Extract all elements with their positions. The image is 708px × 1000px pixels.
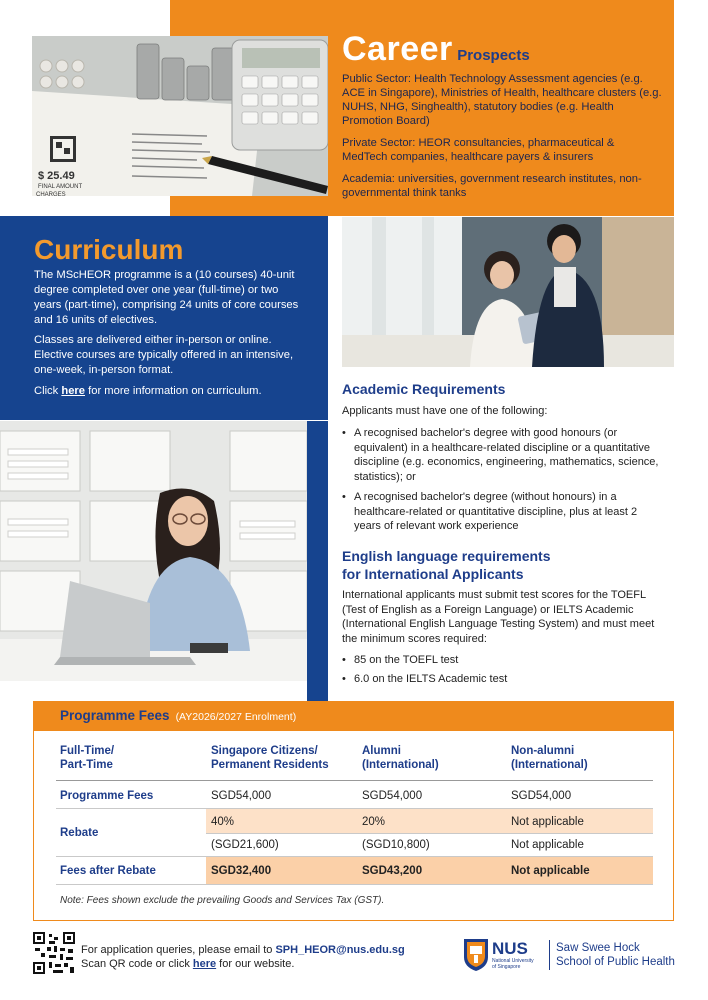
career-academia: Academia: universities, government research institutes, non-governmental think tanks xyxy=(342,173,642,199)
footer-line2-post: for our website. xyxy=(216,958,295,970)
fees-header-col3 xyxy=(511,744,588,772)
footer-website-link[interactable]: here xyxy=(192,958,217,970)
school-name-line2: School of Public Health xyxy=(556,956,675,968)
academic-bullet-1-text: A recognised bachelor's degree with good honours (or equivalent) in a healthcare-related discipline or a quantitative discipline (e.g. economics, engineering, mathematics, science, statistics); or xyxy=(354,427,659,483)
header-text: Permanent Residents xyxy=(211,759,329,771)
fees-title xyxy=(60,708,296,723)
header-text: Full-Time/ xyxy=(60,745,115,757)
footer-line1-text: For application queries, please email to xyxy=(81,944,276,956)
row-fees-after-label: Fees after Rebate xyxy=(60,865,156,877)
divider xyxy=(56,884,653,885)
career-private-sector: Private Sector: HEOR consultancies, pharmaceutical & MedTech companies, healthcare payers & insurers xyxy=(342,137,615,163)
fees-subtitle: (AY2026/2027 Enrolment) xyxy=(175,711,297,723)
header-text: Singapore Citizens/ xyxy=(211,745,318,757)
curriculum-p3-pre: Click xyxy=(34,385,62,397)
academic-bullet-1 xyxy=(342,426,662,484)
rebate-highlight xyxy=(206,809,653,833)
curriculum-link[interactable]: here xyxy=(61,385,85,397)
nus-full-l2: of Singapore xyxy=(492,964,521,970)
curriculum-paragraph-2: Classes are delivered either in-person or online. Elective courses are typically offered in an intensive, one-week, in-person format. xyxy=(34,334,294,376)
academic-intro: Applicants must have one of the following: xyxy=(342,405,548,417)
rebate-amt-sc-pr: (SGD21,600) xyxy=(211,839,279,851)
fees-title-text: Programme Fees xyxy=(60,708,170,723)
receipt-amount: $ 25.49 xyxy=(38,170,75,182)
header-text: Part-Time xyxy=(60,759,113,771)
rebate-pct-non-alumni: Not applicable xyxy=(511,816,584,828)
english-bullet-2 xyxy=(342,672,662,687)
header-text: (International) xyxy=(362,759,439,771)
career-title-big: Career xyxy=(342,30,453,68)
english-bullet-2-text: 6.0 on the IELTS Academic test xyxy=(354,673,508,685)
fees-header-col2 xyxy=(362,744,439,772)
english-title xyxy=(342,547,551,583)
nus-logo xyxy=(462,937,544,976)
curriculum-paragraph-1: The MScHEOR programme is a (10 courses) 40-unit degree completed over one year (full-time) or two years (part-time), comprising 24 units of core courses and 16 units of electives. xyxy=(34,269,299,326)
bullet-dot: • xyxy=(342,491,346,503)
english-title-line2: for International Applicants xyxy=(342,566,524,582)
career-title xyxy=(342,30,530,69)
nus-short: NUS xyxy=(492,939,528,958)
fees-after-sc-pr: SGD32,400 xyxy=(211,865,272,877)
fees-after-non-alumni: Not applicable xyxy=(511,865,590,877)
career-title-small: Prospects xyxy=(457,47,530,64)
row-programme-fees-label: Programme Fees xyxy=(60,790,154,802)
fees-header-col1 xyxy=(211,744,329,772)
footer-line2-text: Scan QR code or click xyxy=(81,958,193,970)
footer-email-line xyxy=(81,944,405,956)
programme-fees-sc-pr: SGD54,000 xyxy=(211,790,272,802)
bullet-dot: • xyxy=(342,673,346,685)
english-bullet-1 xyxy=(342,653,662,668)
programme-fees-non-alumni: SGD54,000 xyxy=(511,790,572,802)
curriculum-paragraph-3 xyxy=(34,384,306,399)
fees-after-alumni: SGD43,200 xyxy=(362,865,423,877)
school-name-line1: Saw Swee Hock xyxy=(556,942,640,954)
programme-fees-alumni: SGD54,000 xyxy=(362,790,423,802)
footer-email-link[interactable]: SPH_HEOR@nus.edu.sg xyxy=(275,944,405,956)
bullet-dot: • xyxy=(342,654,346,666)
curriculum-title: Curriculum xyxy=(34,234,184,265)
fees-note: Note: Fees shown exclude the prevailing Goods and Services Tax (GST). xyxy=(60,895,385,906)
receipt-charges: CHARGES xyxy=(36,192,66,196)
qr-code[interactable] xyxy=(33,932,75,974)
divider xyxy=(56,780,653,781)
nus-full-l1: National University xyxy=(492,958,534,964)
footer-website-line xyxy=(81,958,294,970)
school-name xyxy=(556,941,675,969)
woman-laptop-photo xyxy=(0,421,307,681)
curriculum-p3-post: for more information on curriculum. xyxy=(85,385,262,397)
career-public-sector: Public Sector: Health Technology Assessment agencies (e.g. ACE in Singapore), Ministries of Health, healthcare clusters (e.g. NUHS, NHG, Singhealth), statutory bodies (e.g. Health Promotion Board) xyxy=(342,73,662,127)
english-bullet-1-text: 85 on the TOEFL test xyxy=(354,654,459,666)
academic-bullet-2 xyxy=(342,490,662,534)
rebate-pct-alumni: 20% xyxy=(362,816,386,828)
header-text: (International) xyxy=(511,759,588,771)
header-text: Alumni xyxy=(362,745,401,757)
rebate-amt-non-alumni: Not applicable xyxy=(511,839,584,851)
students-photo xyxy=(342,217,674,367)
fees-header-col0 xyxy=(60,744,114,772)
row-rebate-label: Rebate xyxy=(60,827,99,839)
academic-title: Academic Requirements xyxy=(342,381,506,397)
rebate-pct-sc-pr: 40% xyxy=(211,816,235,828)
bullet-dot: • xyxy=(342,427,346,439)
logo-divider xyxy=(549,940,550,970)
academic-bullet-2-text: A recognised bachelor's degree (without honours) in a healthcare-related or quantitative discipline, plus at least 2 years of relevant work experience xyxy=(354,491,638,532)
english-title-line1: English language requirements xyxy=(342,548,551,564)
header-text: Non-alumni xyxy=(511,745,575,757)
english-intro: International applicants must submit test scores for the TOEFL (Test of English as a Foreign Language) or IELTS Academic (International English Language Testing System) and must meet the minimum scores required: xyxy=(342,589,655,645)
rebate-amt-alumni: (SGD10,800) xyxy=(362,839,430,851)
decorative-blue-bar xyxy=(307,421,328,701)
receipt-final-amount: FINAL AMOUNT xyxy=(38,184,83,190)
divider xyxy=(206,833,653,834)
finance-photo xyxy=(32,36,328,196)
